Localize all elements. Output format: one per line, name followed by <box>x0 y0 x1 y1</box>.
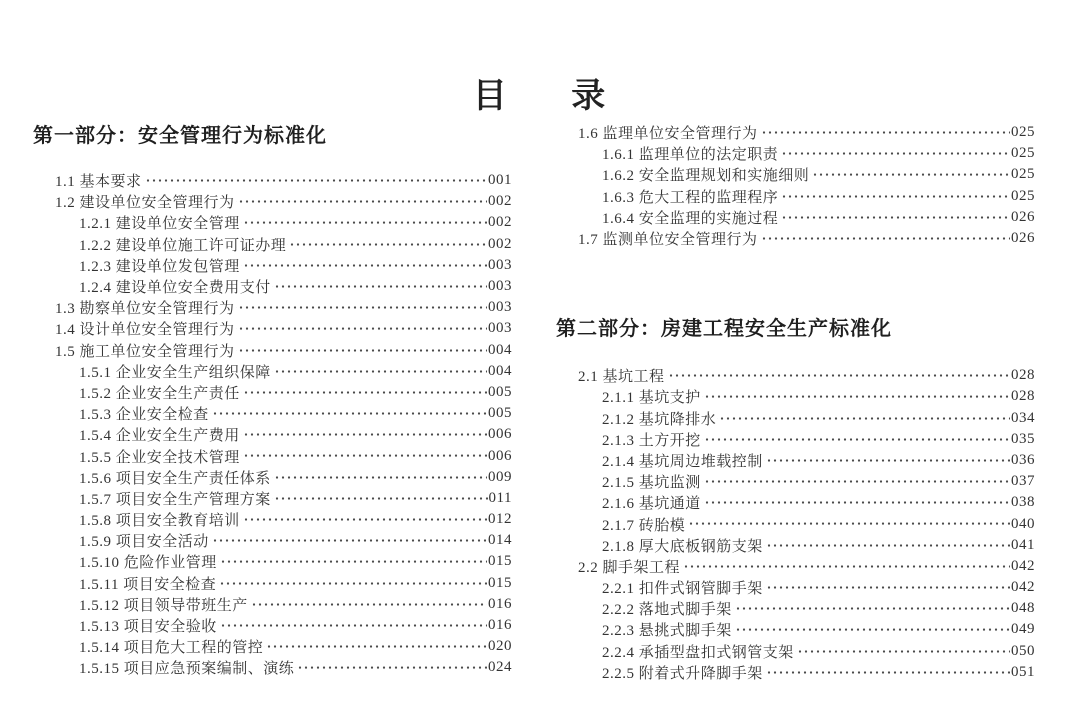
toc-leader-dots <box>272 467 487 488</box>
toc-page-number: 005 <box>488 405 512 422</box>
toc-entry-label: 1.5.4 企业安全生产费用 <box>79 428 240 445</box>
toc-entry <box>556 365 1035 386</box>
toc-page-number: 049 <box>1011 621 1035 638</box>
toc-page-number: 006 <box>488 447 512 464</box>
toc-column-right <box>556 122 1035 683</box>
toc-entry <box>33 594 512 615</box>
toc-leader-dots <box>702 492 1010 513</box>
toc-page-number: 025 <box>1011 166 1035 183</box>
toc-entry-label: 1.7 监测单位安全管理行为 <box>578 232 758 249</box>
toc-leader-dots <box>241 509 487 530</box>
toc-page-number: 026 <box>1011 230 1035 247</box>
toc-entry-label: 1.5.12 项目领导带班生产 <box>79 597 248 614</box>
toc-page-number: 003 <box>488 299 512 316</box>
toc-entry-label: 1.3 勘察单位安全管理行为 <box>55 301 235 318</box>
toc-page-number: 024 <box>488 659 512 676</box>
toc-entry <box>556 598 1035 619</box>
toc-leader-dots <box>236 297 487 318</box>
toc-leader-dots <box>702 471 1010 492</box>
toc-entry-label: 1.2.3 建设单位发包管理 <box>79 258 240 275</box>
toc-leader-dots <box>241 382 487 403</box>
toc-leader-dots <box>143 170 487 191</box>
toc-page-number: 041 <box>1011 536 1035 553</box>
toc-entry-label: 1.5 施工单位安全管理行为 <box>55 343 235 360</box>
toc-leader-dots <box>779 143 1010 164</box>
toc-leader-dots <box>272 488 488 509</box>
toc-leader-dots <box>210 403 487 424</box>
toc-entry-label: 2.1.2 基坑降排水 <box>602 411 717 428</box>
toc-entry <box>33 636 512 657</box>
toc-entry <box>556 207 1035 228</box>
toc-leader-dots <box>779 186 1010 207</box>
toc-entry-label: 1.5.3 企业安全检查 <box>79 407 209 424</box>
toc-leader-dots <box>249 594 487 615</box>
toc-entry <box>556 386 1035 407</box>
toc-page-number: 038 <box>1011 494 1035 511</box>
toc-entry-label: 1.5.9 项目安全活动 <box>79 534 209 551</box>
toc-leader-dots <box>764 577 1010 598</box>
toc-page-number: 006 <box>488 426 512 443</box>
toc-entry <box>33 361 512 382</box>
toc-leader-dots <box>717 408 1010 429</box>
toc-entry <box>33 234 512 255</box>
toc-entry-label: 1.4 设计单位安全管理行为 <box>55 322 235 339</box>
toc-entry <box>556 429 1035 450</box>
toc-page-number: 025 <box>1011 124 1035 141</box>
toc-column-left <box>33 122 512 679</box>
toc-page-number: 048 <box>1011 600 1035 617</box>
toc-page-number: 009 <box>488 468 512 485</box>
toc-leader-dots <box>810 164 1010 185</box>
toc-page-number: 028 <box>1011 367 1035 384</box>
toc-leader-dots <box>702 429 1010 450</box>
toc-entry <box>33 382 512 403</box>
toc-leader-dots <box>702 386 1010 407</box>
toc-leader-dots <box>241 212 487 233</box>
toc-entry <box>556 228 1035 249</box>
toc-leader-dots <box>666 365 1010 386</box>
toc-page-number: 003 <box>488 256 512 273</box>
toc-entry <box>556 186 1035 207</box>
toc-entry-label: 1.2.4 建设单位安全费用支付 <box>79 280 271 297</box>
toc-leader-dots <box>218 551 487 572</box>
toc-page-number: 026 <box>1011 208 1035 225</box>
toc-leader-dots <box>272 276 487 297</box>
section-heading-part1: 第一部分：安全管理行为标准化 <box>33 125 327 147</box>
toc-page-number: 037 <box>1011 473 1035 490</box>
toc-leader-dots <box>236 318 487 339</box>
toc-entry <box>33 509 512 530</box>
page-title: 目 录 <box>472 78 608 115</box>
toc-entry <box>556 662 1035 683</box>
toc-page-number: 015 <box>488 574 512 591</box>
toc-page-number: 015 <box>488 553 512 570</box>
toc-list-part1 <box>33 170 512 679</box>
toc-entry-label: 1.5.13 项目安全验收 <box>79 619 217 636</box>
toc-page-number: 025 <box>1011 187 1035 204</box>
toc-entry <box>33 424 512 445</box>
toc-page-number: 020 <box>488 638 512 655</box>
toc-leader-dots <box>236 191 487 212</box>
toc-entry-label: 2.1 基坑工程 <box>578 369 665 386</box>
toc-entry <box>33 551 512 572</box>
toc-entry-label: 1.6.2 安全监理规划和实施细则 <box>602 168 810 185</box>
toc-page-number: 042 <box>1011 557 1035 574</box>
toc-entry <box>33 615 512 636</box>
toc-page-number: 004 <box>488 362 512 379</box>
toc-entry-label: 1.1 基本要求 <box>55 174 142 191</box>
toc-leader-dots <box>264 636 487 657</box>
toc-entry <box>556 492 1035 513</box>
toc-entry <box>33 212 512 233</box>
toc-entry-label: 1.6.1 监理单位的法定职责 <box>602 147 779 164</box>
toc-entry-label: 1.6 监理单位安全管理行为 <box>578 126 758 143</box>
toc-page-number: 005 <box>488 383 512 400</box>
toc-page-number: 002 <box>488 214 512 231</box>
toc-leader-dots <box>759 122 1010 143</box>
toc-leader-dots <box>241 445 487 466</box>
toc-page-number: 016 <box>488 617 512 634</box>
toc-leader-dots <box>764 535 1010 556</box>
toc-entry <box>556 641 1035 662</box>
toc-entry-label: 2.1.7 砖胎模 <box>602 517 686 534</box>
toc-page-number: 011 <box>488 489 512 506</box>
toc-entry <box>33 297 512 318</box>
toc-leader-dots <box>681 556 1010 577</box>
toc-entry-label: 2.2.1 扣件式钢管脚手架 <box>602 581 763 598</box>
toc-leader-dots <box>287 234 487 255</box>
toc-entry-label: 1.5.10 危险作业管理 <box>79 555 217 572</box>
toc-page-number: 002 <box>488 193 512 210</box>
toc-entry-label: 2.2 脚手架工程 <box>578 559 681 576</box>
toc-entry-label: 2.1.4 基坑周边堆载控制 <box>602 453 763 470</box>
toc-page-number: 042 <box>1011 579 1035 596</box>
toc-entry <box>33 445 512 466</box>
toc-entry <box>556 143 1035 164</box>
toc-entry-label: 1.2.1 建设单位安全管理 <box>79 216 240 233</box>
toc-page-number: 016 <box>488 595 512 612</box>
toc-leader-dots <box>241 424 487 445</box>
toc-entry-label: 2.2.5 附着式升降脚手架 <box>602 665 763 682</box>
toc-entry <box>33 255 512 276</box>
toc-entry <box>556 619 1035 640</box>
toc-entry <box>33 170 512 191</box>
toc-leader-dots <box>218 615 487 636</box>
toc-leader-dots <box>236 340 487 361</box>
toc-page-number: 003 <box>488 278 512 295</box>
toc-entry-label: 1.6.3 危大工程的监理程序 <box>602 189 779 206</box>
toc-page-number: 034 <box>1011 409 1035 426</box>
toc-leader-dots <box>764 450 1010 471</box>
toc-entry <box>556 122 1035 143</box>
toc-entry-label: 2.2.2 落地式脚手架 <box>602 602 732 619</box>
toc-entry-label: 1.6.4 安全监理的实施过程 <box>602 210 779 227</box>
toc-entry <box>33 276 512 297</box>
toc-entry-label: 2.2.4 承插型盘扣式钢管支架 <box>602 644 794 661</box>
toc-leader-dots <box>733 619 1010 640</box>
toc-page-number: 040 <box>1011 515 1035 532</box>
toc-entry <box>33 318 512 339</box>
toc-entry-label: 2.1.1 基坑支护 <box>602 390 701 407</box>
toc-leader-dots <box>779 207 1010 228</box>
toc-entry <box>33 573 512 594</box>
toc-page-number: 014 <box>488 532 512 549</box>
toc-leader-dots <box>733 598 1010 619</box>
toc-page-number: 035 <box>1011 430 1035 447</box>
toc-entry-label: 1.5.6 项目安全生产责任体系 <box>79 470 271 487</box>
toc-page-number: 004 <box>488 341 512 358</box>
toc-entry-label: 1.5.15 项目应急预案编制、演练 <box>79 661 295 678</box>
toc-entry <box>556 535 1035 556</box>
toc-entry <box>556 471 1035 492</box>
toc-entry <box>33 657 512 678</box>
toc-entry-label: 1.5.7 项目安全生产管理方案 <box>79 491 271 508</box>
toc-entry <box>556 450 1035 471</box>
toc-entry <box>33 530 512 551</box>
toc-page-number: 001 <box>488 172 512 189</box>
toc-page-number: 028 <box>1011 388 1035 405</box>
section-heading-part2: 第二部分：房建工程安全生产标准化 <box>556 318 892 341</box>
toc-entry <box>33 488 512 509</box>
toc-entry <box>556 164 1035 185</box>
toc-entry <box>556 556 1035 577</box>
toc-leader-dots <box>795 641 1010 662</box>
toc-entry <box>556 577 1035 598</box>
toc-leader-dots <box>764 662 1010 683</box>
toc-entry-label: 1.5.1 企业安全生产组织保障 <box>79 364 271 381</box>
toc-entry-label: 2.2.3 悬挑式脚手架 <box>602 623 732 640</box>
toc-leader-dots <box>217 573 487 594</box>
toc-entry-label: 2.1.5 基坑监测 <box>602 475 701 492</box>
toc-entry <box>556 513 1035 534</box>
toc-leader-dots <box>272 361 487 382</box>
toc-leader-dots <box>759 228 1010 249</box>
toc-entry-label: 2.1.8 厚大底板钢筋支架 <box>602 538 763 555</box>
toc-leader-dots <box>686 513 1010 534</box>
toc-entry-label: 1.2.2 建设单位施工许可证办理 <box>79 237 287 254</box>
toc-page-number: 050 <box>1011 642 1035 659</box>
toc-entry <box>33 403 512 424</box>
toc-entry <box>33 340 512 361</box>
toc-entry <box>33 191 512 212</box>
toc-entry-label: 1.5.5 企业安全技术管理 <box>79 449 240 466</box>
toc-page-number: 025 <box>1011 145 1035 162</box>
toc-page-number: 012 <box>488 511 512 528</box>
toc-entry-label: 1.5.8 项目安全教育培训 <box>79 513 240 530</box>
toc-list-part1-continuation <box>556 122 1035 249</box>
toc-page-number: 003 <box>488 320 512 337</box>
toc-page-number: 036 <box>1011 451 1035 468</box>
toc-page-number: 002 <box>488 235 512 252</box>
toc-entry-label: 1.5.14 项目危大工程的管控 <box>79 640 264 657</box>
toc-entry-label: 2.1.6 基坑通道 <box>602 496 701 513</box>
toc-leader-dots <box>241 255 487 276</box>
toc-entry <box>556 408 1035 429</box>
toc-entry-label: 2.1.3 土方开挖 <box>602 432 701 449</box>
toc-entry <box>33 467 512 488</box>
toc-entry-label: 1.5.11 项目安全检查 <box>79 576 217 593</box>
toc-leader-dots <box>210 530 487 551</box>
toc-list-part2 <box>556 365 1035 683</box>
toc-leader-dots <box>295 657 487 678</box>
toc-entry-label: 1.2 建设单位安全管理行为 <box>55 195 235 212</box>
toc-entry-label: 1.5.2 企业安全生产责任 <box>79 385 240 402</box>
toc-page-number: 051 <box>1011 663 1035 680</box>
